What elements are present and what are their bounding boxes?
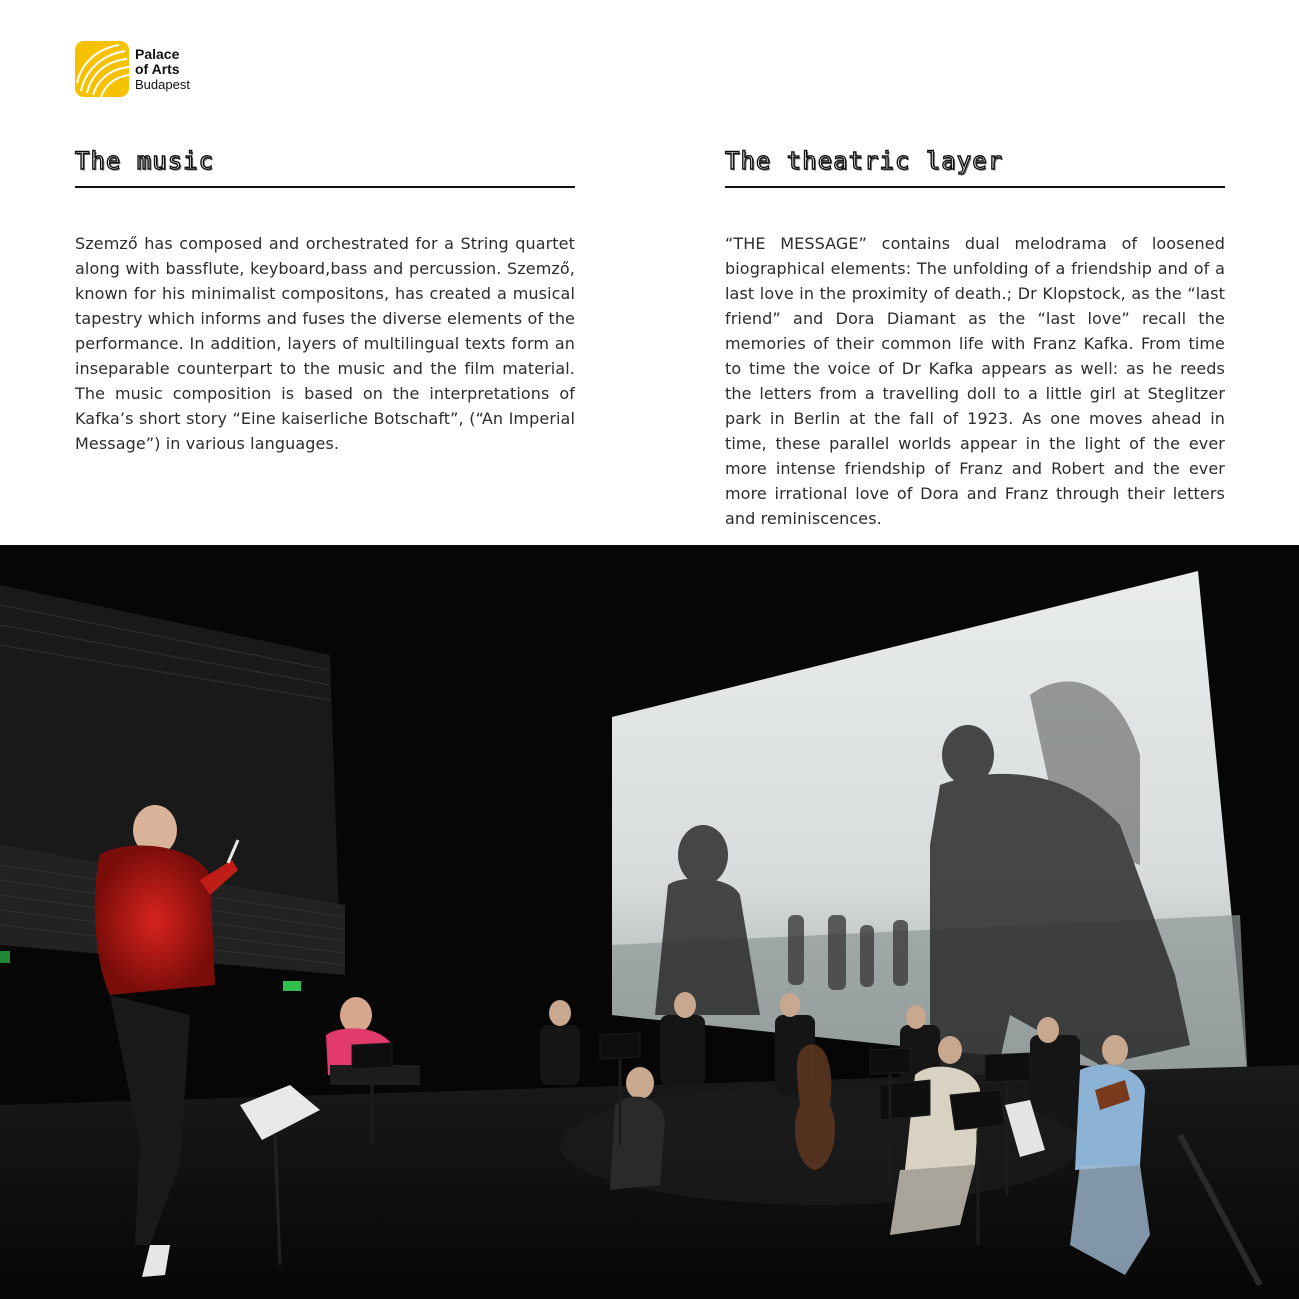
logo-swirl-icon	[75, 41, 129, 97]
theatric-layer-heading-rule	[725, 186, 1225, 188]
logo-line-3: Budapest	[135, 76, 190, 92]
logo-line-1: Palace	[135, 45, 180, 62]
theatric-layer-section	[725, 144, 1225, 547]
stage-performance-photo	[0, 545, 1299, 1299]
music-heading-rule	[75, 186, 575, 188]
logo-line-2: of Arts	[135, 60, 180, 77]
theatric-layer-heading: The theatric layer	[725, 147, 1004, 175]
music-heading: The music	[75, 147, 215, 175]
palace-of-arts-logo	[75, 41, 190, 97]
logo-text	[135, 47, 190, 92]
music-section	[75, 144, 575, 472]
music-body-text: Szemző has composed and orchestrated for a String quartet along with bassflute, keyboard,bass and percussion. Szemző, known for his minimalist compositons, has created a musical tapestry which informs and fuses the diverse elements of the performance. In addition, layers of multilingual texts form an inseparable counterpart to the music and the film material. The music composition is based on the interpretations of Kafka’s short story “Eine kaiserliche Botschaft”, (“An Imperial Message”) in various languages.	[75, 234, 575, 453]
theatric-layer-body-text: “THE MESSAGE” contains dual melodrama of loosened biographical elements: The unfolding of a friendship and of a last love in the proximity of death.; Dr Klopstock, as the “last friend” and Dora Diamant as the “last love” recall the memories of their common life with Franz Kafka. From time to time the voice of Dr Kafka appears as well: as he reeds the letters from a travelling doll to a little girl at Steglitzer park in Berlin at the fall of 1923. As one moves ahead in time, these parallel worlds appear in the light of the ever more intense friendship of Franz and Robert and the ever more irrational love of Dora and Franz through their letters and reminiscences.	[725, 234, 1225, 528]
